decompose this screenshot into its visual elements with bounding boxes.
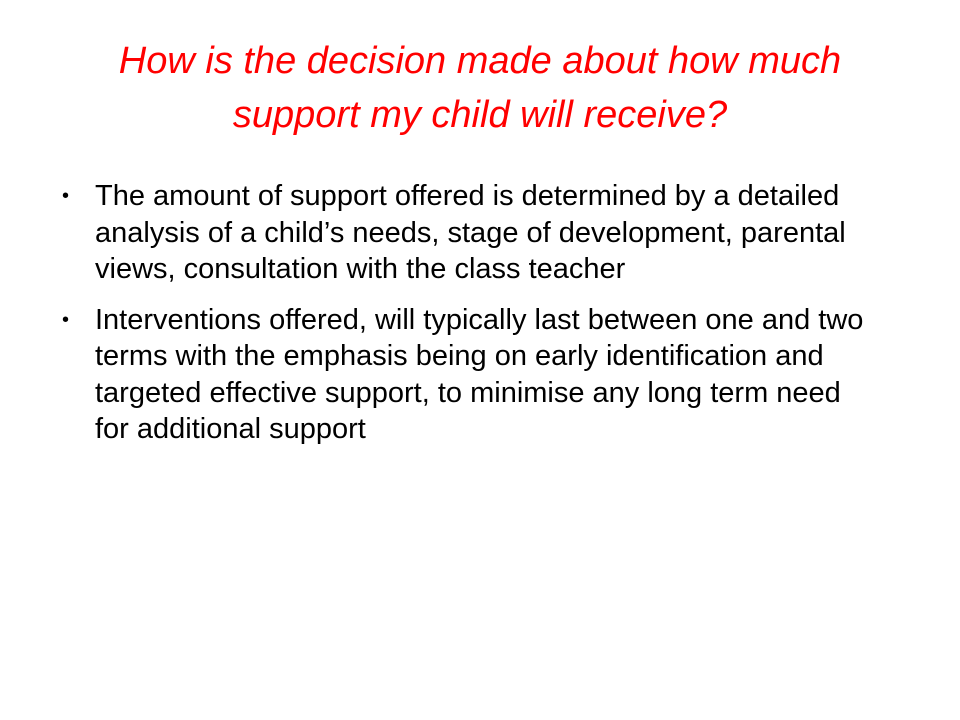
bullet-text: Interventions offered, will typically last between one and two terms with the emphasis being on early identification and targeted effective support, to minimise any long term need for additional support — [95, 303, 864, 445]
bullet-list — [62, 178, 872, 462]
bullet-text: The amount of support offered is determined by a detailed analysis of a child’s needs, stage of development, parental views, consultation with the class teacher — [95, 180, 846, 285]
bullet-dot-icon: • — [62, 185, 70, 207]
slide-title: How is the decision made about how much support my child will receive? — [118, 40, 842, 136]
bullet-dot-icon: • — [62, 308, 70, 331]
bullet-item — [62, 302, 872, 448]
bullet-item — [62, 178, 872, 288]
